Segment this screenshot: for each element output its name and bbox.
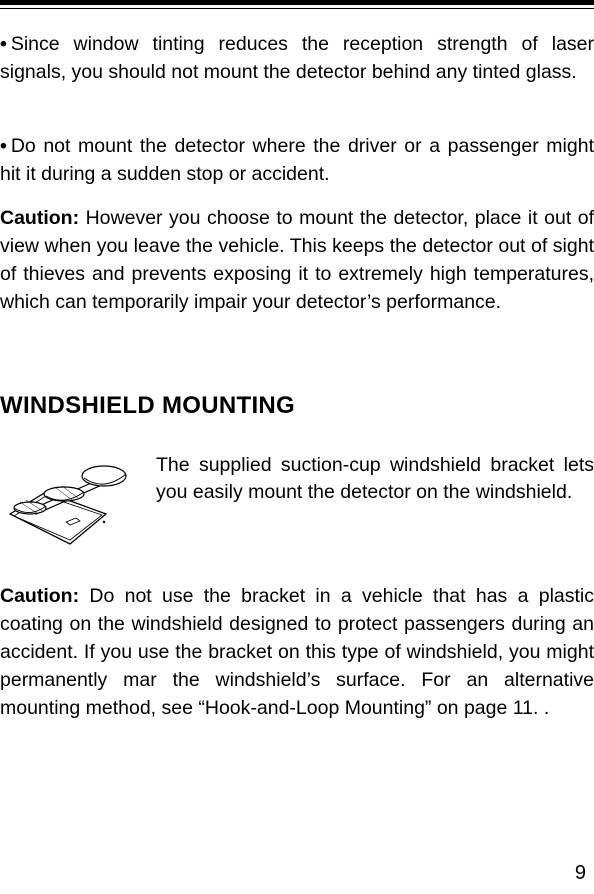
caution-label: Caution:: [0, 585, 80, 607]
suction-cup-bracket-illustration: [6, 452, 134, 552]
top-rule: [0, 0, 594, 5]
bullet-driver-passenger: [0, 132, 594, 188]
intro-paragraph: The supplied suction-cup windshield bracket lets you easily mount the detector on the windshield.: [156, 454, 594, 503]
bullet-icon: •: [0, 33, 7, 55]
bullet-tinted-glass: [0, 30, 594, 86]
top-rule-thin: [0, 8, 594, 9]
section-heading: WINDSHIELD MOUNTING: [0, 392, 296, 419]
caution-label: Caution:: [0, 207, 80, 229]
bullet-icon: •: [0, 135, 7, 157]
caution-text: Do not use the bracket in a vehicle that has a plastic coating on the windshield designed to protect passengers during an accident. If you use the bracket on this type of windshield, you might permanently mar the windshield’s surface. For an alternative mounting method, see “Hook-and-Loop Mounting” on page 11. .: [0, 585, 594, 719]
page-number: 9: [574, 862, 586, 884]
caution-text: However you choose to mount the detector, place it out of view when you leave the vehicle. This keeps the detector out of sight of thieves and prevents exposing it to extremely high temperatures, which can temporarily impair your detector’s performance.: [0, 207, 594, 313]
bullet-text: Do not mount the detector where the driver or a passenger might hit it during a sudden stop or accident.: [0, 135, 594, 185]
bullet-text: Since window tinting reduces the reception strength of laser signals, you should not mount the detector behind any tinted glass.: [0, 33, 594, 83]
caution-paragraph-2: [0, 582, 594, 722]
caution-paragraph-1: [0, 204, 594, 316]
